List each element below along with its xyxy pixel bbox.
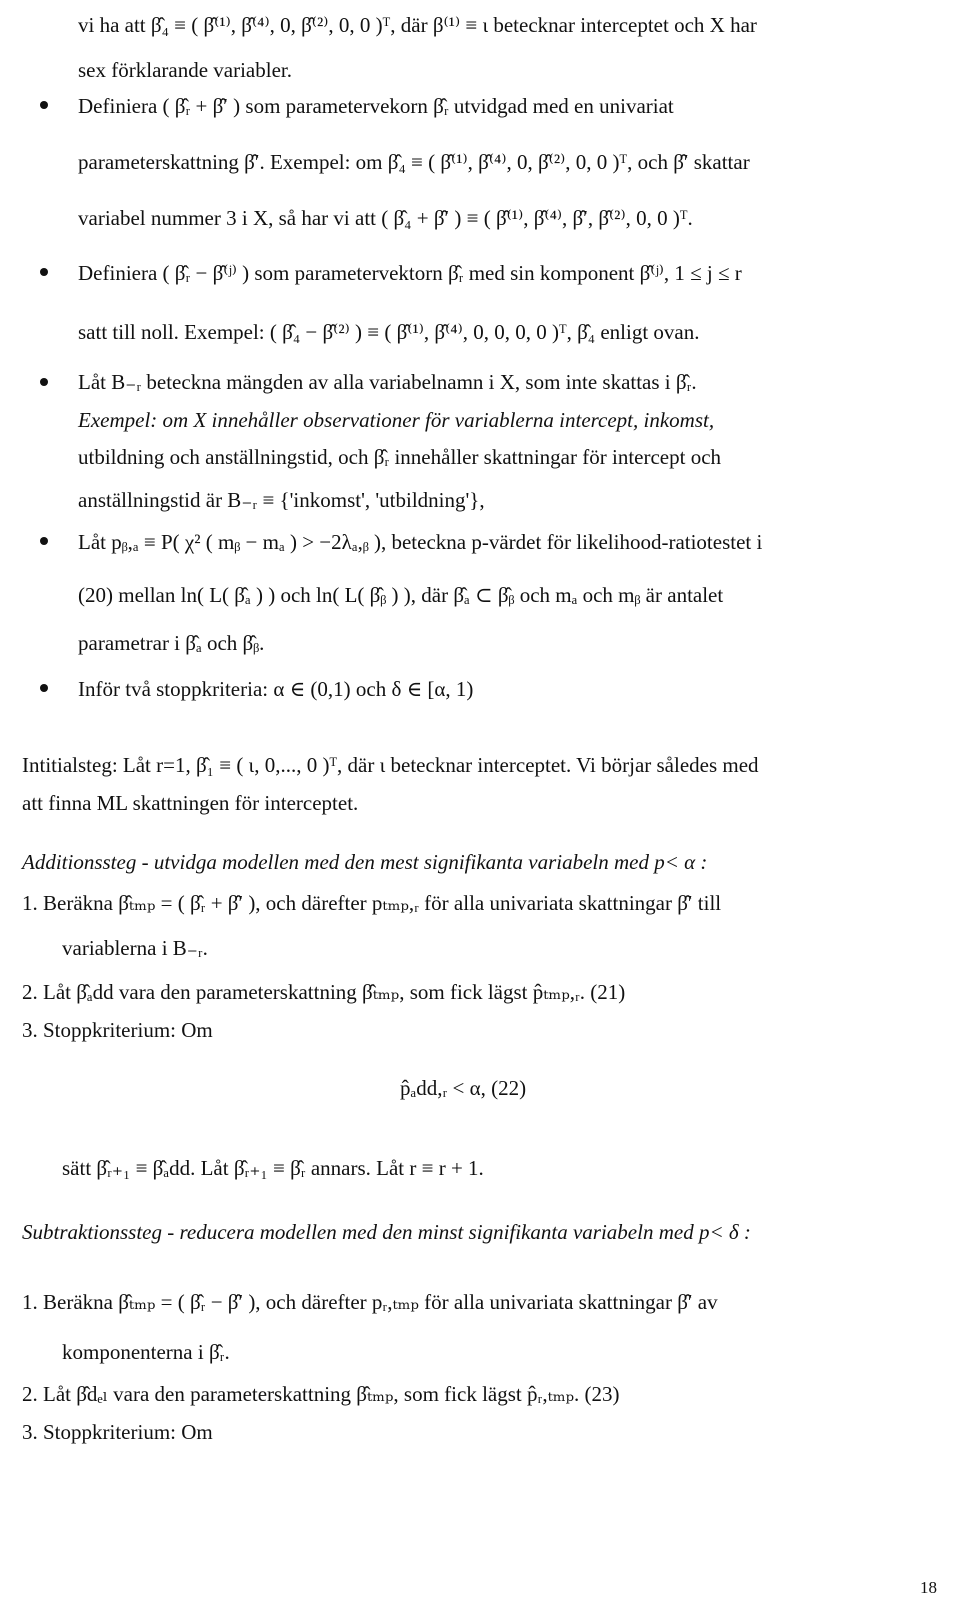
text-line: Definiera ( β̂ᵣ + β̂′ ) som parametervekorn β̂ᵣ utvidgad med en univariat bbox=[78, 94, 674, 118]
text-line: sätt β̂ᵣ₊₁ ≡ β̂ₐdd. Låt β̂ᵣ₊₁ ≡ β̂ᵣ annars. Låt r ≡ r + 1. bbox=[62, 1156, 484, 1180]
text-line: Exempel: om X innehåller observationer för variablerna intercept, inkomst, bbox=[78, 408, 715, 432]
text-line: Inför två stoppkriteria: α ∈ (0,1) och δ ∈ [α, 1) bbox=[78, 677, 474, 701]
formula-line: p̂ₐdd,ᵣ < α, (22) bbox=[400, 1076, 527, 1100]
page-number: 18 bbox=[920, 1578, 937, 1597]
text-line: sex förklarande variabler. bbox=[78, 58, 292, 82]
text-line: Låt pᵦ,ₐ ≡ P( χ² ( mᵦ − mₐ ) > −2λₐ,ᵦ ), beteckna p-värdet för likelihood-ratiotestet i bbox=[78, 530, 763, 554]
bullet bbox=[40, 101, 48, 109]
text-line: parameterskattning β̂′. Exempel: om β̂₄ ≡ ( β̂⁽¹⁾, β̂⁽⁴⁾, 0, β̂⁽²⁾, 0, 0 )ᵀ, och β̂′ skattar bbox=[78, 150, 750, 174]
text-line: komponenterna i β̂ᵣ. bbox=[62, 1340, 230, 1364]
text-line: 3. Stoppkriterium: Om bbox=[22, 1420, 213, 1444]
text-line: att finna ML skattningen för interceptet. bbox=[22, 791, 359, 815]
section-heading: Subtraktionssteg - reducera modellen med den minst signifikanta variabeln med p< δ : bbox=[22, 1220, 751, 1244]
text-line: 3. Stoppkriterium: Om bbox=[22, 1018, 213, 1042]
text-line: 2. Låt β̂dₑₗ vara den parameterskattning β̂ₜₘₚ, som fick lägst p̂ᵣ,ₜₘₚ. (23) bbox=[22, 1382, 620, 1406]
text-line: 1. Beräkna β̂ₜₘₚ = ( β̂ᵣ − β̂′ ), och därefter pᵣ,ₜₘₚ för alla univariata skattningar β̂′ av bbox=[22, 1290, 718, 1314]
text-line: 1. Beräkna β̂ₜₘₚ = ( β̂ᵣ + β̂′ ), och därefter pₜₘₚ,ᵣ för alla univariata skattningar β̂′ till bbox=[22, 891, 722, 915]
text-line: (20) mellan ln( L( β̂ₐ ) ) och ln( L( β̂ᵦ ) ), där β̂ₐ ⊂ β̂ᵦ och mₐ och mᵦ är antalet bbox=[78, 583, 724, 607]
text-line: Definiera ( β̂ᵣ − β̂⁽ʲ⁾ ) som parametervektorn β̂ᵣ med sin komponent β̂⁽ʲ⁾, 1 ≤ j ≤ r bbox=[78, 261, 742, 285]
bullet bbox=[40, 537, 48, 545]
text-line: variabel nummer 3 i X, så har vi att ( β̂₄ + β̂′ ) ≡ ( β̂⁽¹⁾, β̂⁽⁴⁾, β̂′, β̂⁽²⁾, 0, 0 )ᵀ. bbox=[78, 206, 693, 230]
text-line: Intitialsteg: Låt r=1, β̂₁ ≡ ( ι, 0,..., 0 )ᵀ, där ι betecknar interceptet. Vi börjar således med bbox=[22, 753, 759, 777]
text-line: variablerna i B₋ᵣ. bbox=[62, 936, 208, 960]
section-heading: Additionssteg - utvidga modellen med den mest signifikanta variabeln med p< α : bbox=[22, 850, 708, 874]
text-line: utbildning och anställningstid, och β̂ᵣ innehåller skattningar för intercept och bbox=[78, 445, 722, 469]
text-line: Låt B₋ᵣ beteckna mängden av alla variabelnamn i X, som inte skattas i β̂ᵣ. bbox=[78, 370, 697, 394]
text-line: satt till noll. Exempel: ( β̂₄ − β̂⁽²⁾ ) ≡ ( β̂⁽¹⁾, β̂⁽⁴⁾, 0, 0, 0, 0 )ᵀ, β̂₄ enligt ovan. bbox=[78, 320, 700, 344]
text-line: parametrar i β̂ₐ och β̂ᵦ. bbox=[78, 631, 265, 655]
bullet bbox=[40, 268, 48, 276]
bullet bbox=[40, 684, 48, 692]
bullet bbox=[40, 378, 48, 386]
text-line: vi ha att β̂₄ ≡ ( β̂⁽¹⁾, β̂⁽⁴⁾, 0, β̂⁽²⁾, 0, 0 )ᵀ, där β⁽¹⁾ ≡ ι betecknar interceptet och X har bbox=[78, 13, 757, 37]
text-line: 2. Låt β̂ₐdd vara den parameterskattning β̂ₜₘₚ, som fick lägst p̂ₜₘₚ,ᵣ. (21) bbox=[22, 980, 626, 1004]
text-line: anställningstid är B₋ᵣ ≡ {'inkomst', 'utbildning'}, bbox=[78, 488, 485, 512]
